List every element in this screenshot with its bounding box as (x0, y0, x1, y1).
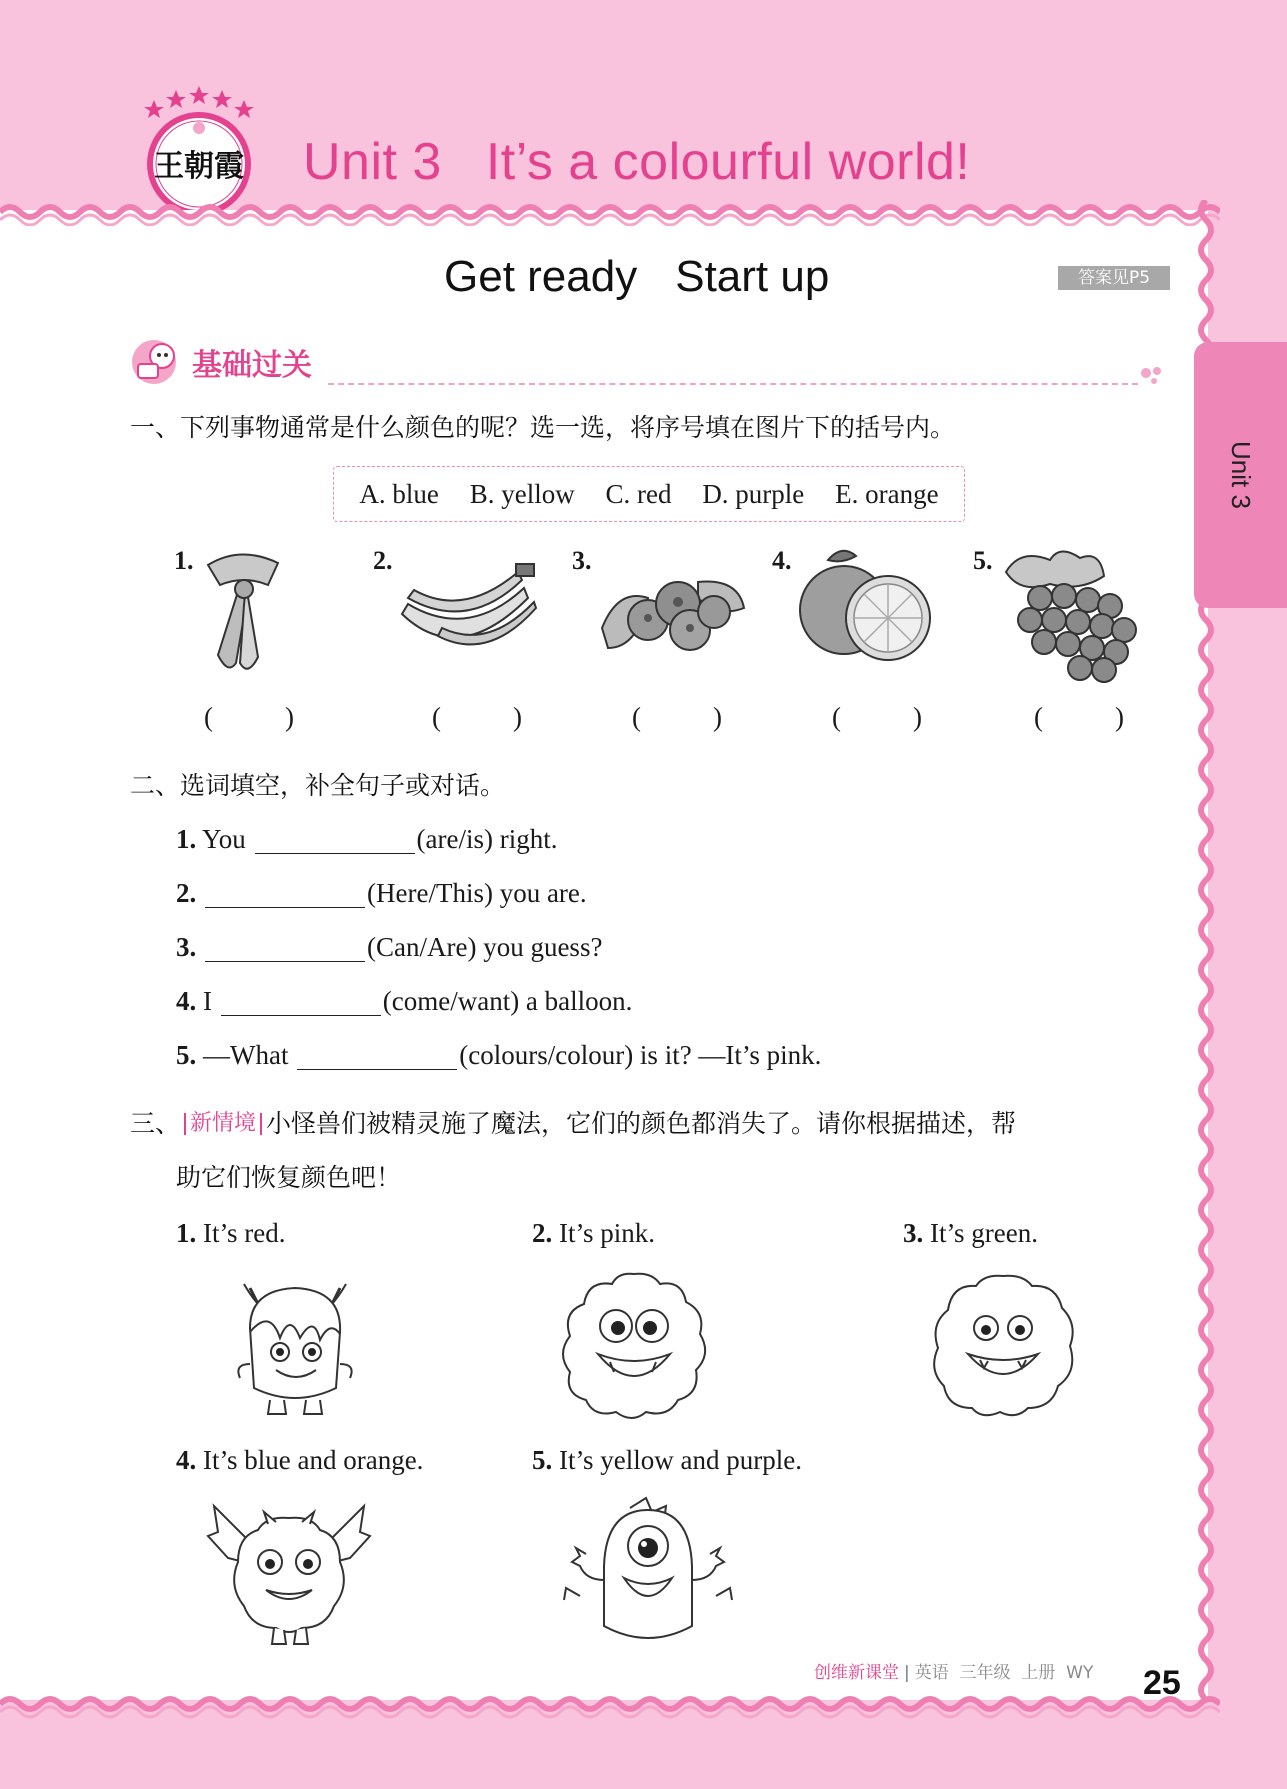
answer-blank[interactable] (221, 988, 381, 1016)
q2-sentence: 1. You (are/is) right. (176, 824, 558, 854)
q1-item-num: 1. (174, 546, 194, 575)
monster-cyclops-icon[interactable] (560, 1496, 736, 1652)
monster-label: 1. It’s red. (176, 1218, 286, 1248)
option-d: D. purple (702, 478, 805, 509)
q2-sentence: 5. —What (colours/colour) is it? —It’s pink. (176, 1040, 822, 1070)
monster-horned-icon[interactable] (230, 1268, 360, 1418)
answer-paren[interactable]: ( ) (204, 702, 294, 732)
page-number: 25 (1143, 1664, 1181, 1702)
monster-label: 2. It’s pink. (532, 1218, 656, 1248)
q2-heading: 二、选词填空，补全句子或对话。 (130, 771, 506, 800)
answer-blank[interactable] (205, 880, 365, 908)
grape-icon (1000, 544, 1140, 684)
color-options-box (333, 466, 965, 522)
q2-sentence: 2. (Here/This) you are. (176, 878, 587, 908)
mascot-icon (128, 336, 188, 386)
banana-icon (398, 558, 544, 668)
option-c: C. red (605, 478, 672, 509)
monster-winged-icon[interactable] (204, 1496, 374, 1652)
answer-blank[interactable] (255, 826, 415, 854)
unit-title (303, 132, 970, 192)
footer-subject: 英语 (914, 1663, 949, 1683)
logo-text: 王朝霞 (154, 149, 244, 184)
answer-paren[interactable]: ( ) (632, 702, 722, 732)
footer: 创维新课堂 | 英语 三年级 上册 WY (814, 1658, 1093, 1683)
publisher-logo (138, 86, 260, 218)
q1-item-num: 2. (373, 546, 393, 575)
footer-volume: 上册 (1021, 1663, 1056, 1683)
new-context-tag: 新情境 (184, 1113, 262, 1135)
option-a: A. blue (359, 478, 439, 509)
monster-fluffy-icon[interactable] (556, 1268, 712, 1424)
q3-heading-line2: 助它们恢复颜色吧！ (176, 1163, 402, 1192)
lesson-title (444, 252, 829, 302)
q1-heading: 一、下列事物通常是什么颜色的呢？选一选，将序号填在图片下的括号内。 (130, 413, 956, 442)
q2-sentence: 3. (Can/Are) you guess? (176, 932, 603, 962)
answer-paren[interactable]: ( ) (832, 702, 922, 732)
q3-heading: 三、 新情境 小怪兽们被精灵施了魔法，它们的颜色都消失了。请你根据描述，帮 (130, 1109, 1017, 1138)
orange-icon (798, 542, 934, 664)
answer-paren[interactable]: ( ) (1034, 702, 1124, 732)
q1-item-num: 3. (572, 546, 592, 575)
unit-label: Unit 3 (303, 133, 442, 191)
scarf-icon (200, 545, 286, 685)
side-tab (1194, 342, 1287, 608)
answer-paren[interactable]: ( ) (432, 702, 522, 732)
q1-item-num: 5. (973, 546, 993, 575)
monster-label: 3. It’s green. (903, 1218, 1038, 1248)
decor-dots-icon (1140, 366, 1166, 386)
option-e: E. orange (835, 478, 939, 509)
lesson-part2: Start up (675, 252, 830, 301)
monster-round-icon[interactable] (928, 1268, 1078, 1424)
lesson-part1: Get ready (444, 252, 638, 301)
q2-sentence: 4. I (come/want) a balloon. (176, 986, 633, 1016)
blueberry-icon (598, 568, 746, 660)
monster-label: 4. It’s blue and orange. (176, 1445, 424, 1475)
option-b: B. yellow (469, 478, 575, 509)
side-tab-label: Unit 3 (1226, 441, 1256, 509)
answer-reference-badge: 答案见P5 (1058, 266, 1170, 290)
answer-blank[interactable] (205, 934, 365, 962)
section-label: 基础过关 (192, 348, 312, 383)
section-header (128, 336, 1168, 386)
answer-blank[interactable] (297, 1042, 457, 1070)
q1-item-num: 4. (772, 546, 792, 575)
footer-edition: WY (1066, 1663, 1094, 1683)
footer-grade: 三年级 (959, 1663, 1011, 1683)
footer-brand: 创维新课堂 (814, 1663, 899, 1683)
section-divider (328, 383, 1138, 385)
unit-name: It’s a colourful world! (485, 133, 971, 191)
monster-label: 5. It’s yellow and purple. (532, 1445, 802, 1475)
